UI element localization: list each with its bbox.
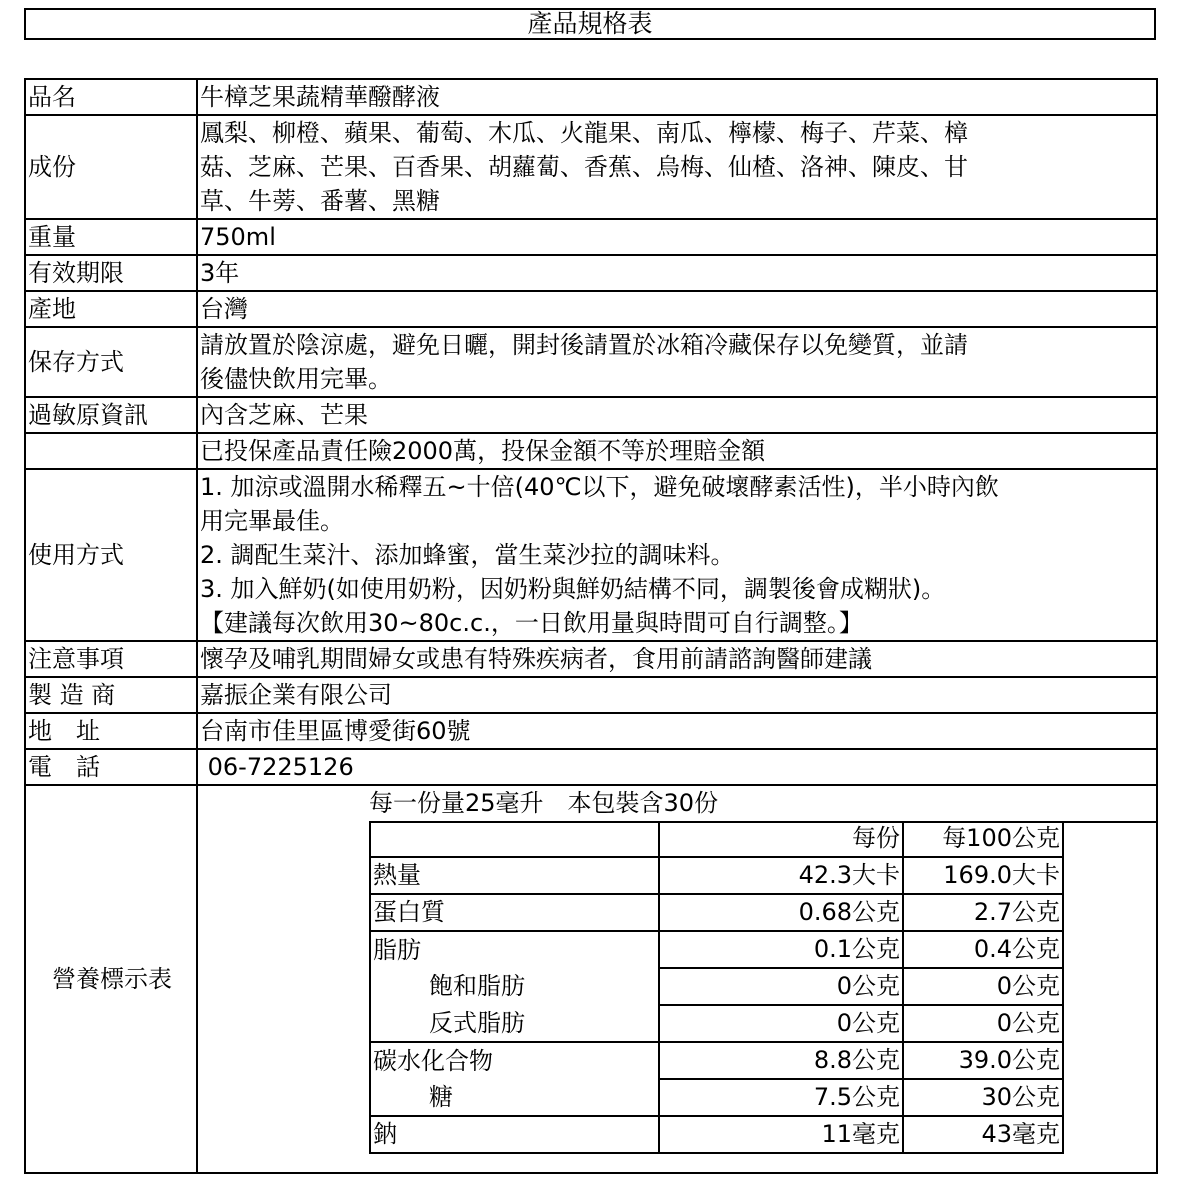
nutrition-row [370, 1079, 1063, 1116]
value-usage [197, 469, 1157, 641]
nutrition-grid [369, 821, 1157, 1173]
row-nutrition [25, 785, 1157, 1173]
nutrition-panel [197, 785, 1157, 1173]
nutrition-row [370, 894, 1063, 931]
nutrition-table [369, 821, 1064, 1154]
usage-line: 1. 加涼或溫開水稀釋五~十倍(40℃以下，避免破壞酵素活性)，半小時內飲 [200, 473, 999, 501]
nutrition-item-name: 反式脂肪 [370, 1005, 659, 1042]
nutrition-item-name: 鈉 [370, 1116, 659, 1153]
ingredients-line: 菇、芝麻、芒果、百香果、胡蘿蔔、香蕉、烏梅、仙楂、洛神、陳皮、甘 [200, 153, 968, 181]
nutrition-item-per100: 30公克 [903, 1079, 1063, 1116]
nutrition-item-name: 脂肪 [370, 931, 659, 968]
row-allergen [25, 397, 1157, 433]
label-weight: 重量 [25, 219, 197, 255]
nutrition-item-per100: 169.0大卡 [903, 857, 1063, 894]
label-address: 地 址 [25, 713, 197, 749]
usage-line: 2. 調配生菜汁、添加蜂蜜，當生菜沙拉的調味料。 [200, 541, 735, 569]
nutrition-header-per100: 每100公克 [903, 821, 1063, 857]
value-address: 台南市佳里區博愛街60號 [197, 713, 1157, 749]
nutrition-row [370, 1005, 1063, 1042]
label-nutrition-cell [25, 785, 197, 1173]
label-expiry: 有效期限 [25, 255, 197, 291]
nutrition-row [370, 857, 1063, 894]
value-origin: 台灣 [197, 291, 1157, 327]
label-storage: 保存方式 [25, 327, 197, 397]
value-weight: 750ml [197, 219, 1157, 255]
value-allergen: 內含芝麻、芒果 [197, 397, 1157, 433]
nutrition-item-per: 8.8公克 [659, 1042, 903, 1079]
label-insurance [25, 433, 197, 469]
storage-line: 後儘快飲用完畢。 [200, 365, 392, 393]
row-phone [25, 749, 1157, 785]
value-expiry: 3年 [197, 255, 1157, 291]
nutrition-item-per100: 0.4公克 [903, 931, 1063, 968]
value-ingredients [197, 115, 1157, 219]
value-storage [197, 327, 1157, 397]
nutrition-row [370, 968, 1063, 1005]
label-nutrition: 營養標示表 [52, 965, 172, 993]
row-weight [25, 219, 1157, 255]
nutrition-item-per100: 2.7公克 [903, 894, 1063, 931]
value-phone: 06-7225126 [197, 749, 1157, 785]
nutrition-item-per100: 0公克 [903, 1005, 1063, 1042]
page-title: 產品規格表 [24, 8, 1156, 40]
nutrition-item-per100: 39.0公克 [903, 1042, 1063, 1079]
nutrition-item-per: 0公克 [659, 968, 903, 1005]
value-insurance: 已投保產品責任險2000萬，投保金額不等於理賠金額 [197, 433, 1157, 469]
row-expiry [25, 255, 1157, 291]
nutrition-header-per: 每份 [659, 821, 903, 857]
value-maker: 嘉振企業有限公司 [197, 677, 1157, 713]
usage-line: 3. 加入鮮奶(如使用奶粉，因奶粉與鮮奶結構不同，調製後會成糊狀)。 [200, 575, 946, 603]
nutrition-header-blank [370, 821, 659, 857]
value-caution: 懷孕及哺乳期間婦女或患有特殊疾病者，食用前請諮詢醫師建議 [197, 641, 1157, 677]
usage-line: 用完畢最佳。 [200, 507, 344, 535]
nutrition-item-name: 熱量 [370, 857, 659, 894]
nutrition-serving: 每一份量25毫升 本包裝含30份 [369, 789, 719, 817]
label-allergen: 過敏原資訊 [25, 397, 197, 433]
value-name: 牛樟芝果蔬精華醱酵液 [197, 79, 1157, 115]
usage-line: 【建議每次飲用30~80c.c.，一日飲用量與時間可自行調整。】 [200, 609, 863, 637]
row-insurance [25, 433, 1157, 469]
nutrition-item-per: 0.68公克 [659, 894, 903, 931]
storage-line: 請放置於陰涼處，避免日曬，開封後請置於冰箱冷藏保存以免變質，並請 [200, 331, 968, 359]
nutrition-row [370, 931, 1063, 968]
label-maker: 製 造 商 [25, 677, 197, 713]
spec-table [24, 78, 1158, 1174]
label-ingredients: 成份 [25, 115, 197, 219]
nutrition-item-name: 蛋白質 [370, 894, 659, 931]
nutrition-item-per100: 43毫克 [903, 1116, 1063, 1153]
nutrition-item-name: 碳水化合物 [370, 1042, 659, 1079]
row-maker [25, 677, 1157, 713]
nutrition-row [370, 1042, 1063, 1079]
label-usage: 使用方式 [25, 469, 197, 641]
row-storage [25, 327, 1157, 397]
nutrition-item-per100: 0公克 [903, 968, 1063, 1005]
label-name: 品名 [25, 79, 197, 115]
row-usage [25, 469, 1157, 641]
nutrition-item-per: 42.3大卡 [659, 857, 903, 894]
row-ingredients [25, 115, 1157, 219]
label-caution: 注意事項 [25, 641, 197, 677]
nutrition-row [370, 1116, 1063, 1153]
row-name [25, 79, 1157, 115]
row-origin [25, 291, 1157, 327]
nutrition-item-per: 7.5公克 [659, 1079, 903, 1116]
row-address [25, 713, 1157, 749]
nutrition-item-name: 糖 [370, 1079, 659, 1116]
ingredients-line: 草、牛蒡、番薯、黑糖 [200, 187, 440, 215]
row-caution [25, 641, 1157, 677]
nutrition-item-per: 0.1公克 [659, 931, 903, 968]
nutrition-header-row [370, 821, 1063, 857]
nutrition-item-per: 0公克 [659, 1005, 903, 1042]
nutrition-item-name: 飽和脂肪 [370, 968, 659, 1005]
ingredients-line: 鳳梨、柳橙、蘋果、葡萄、木瓜、火龍果、南瓜、檸檬、梅子、芹菜、樟 [200, 119, 968, 147]
label-origin: 產地 [25, 291, 197, 327]
label-phone: 電 話 [25, 749, 197, 785]
nutrition-item-per: 11毫克 [659, 1116, 903, 1153]
